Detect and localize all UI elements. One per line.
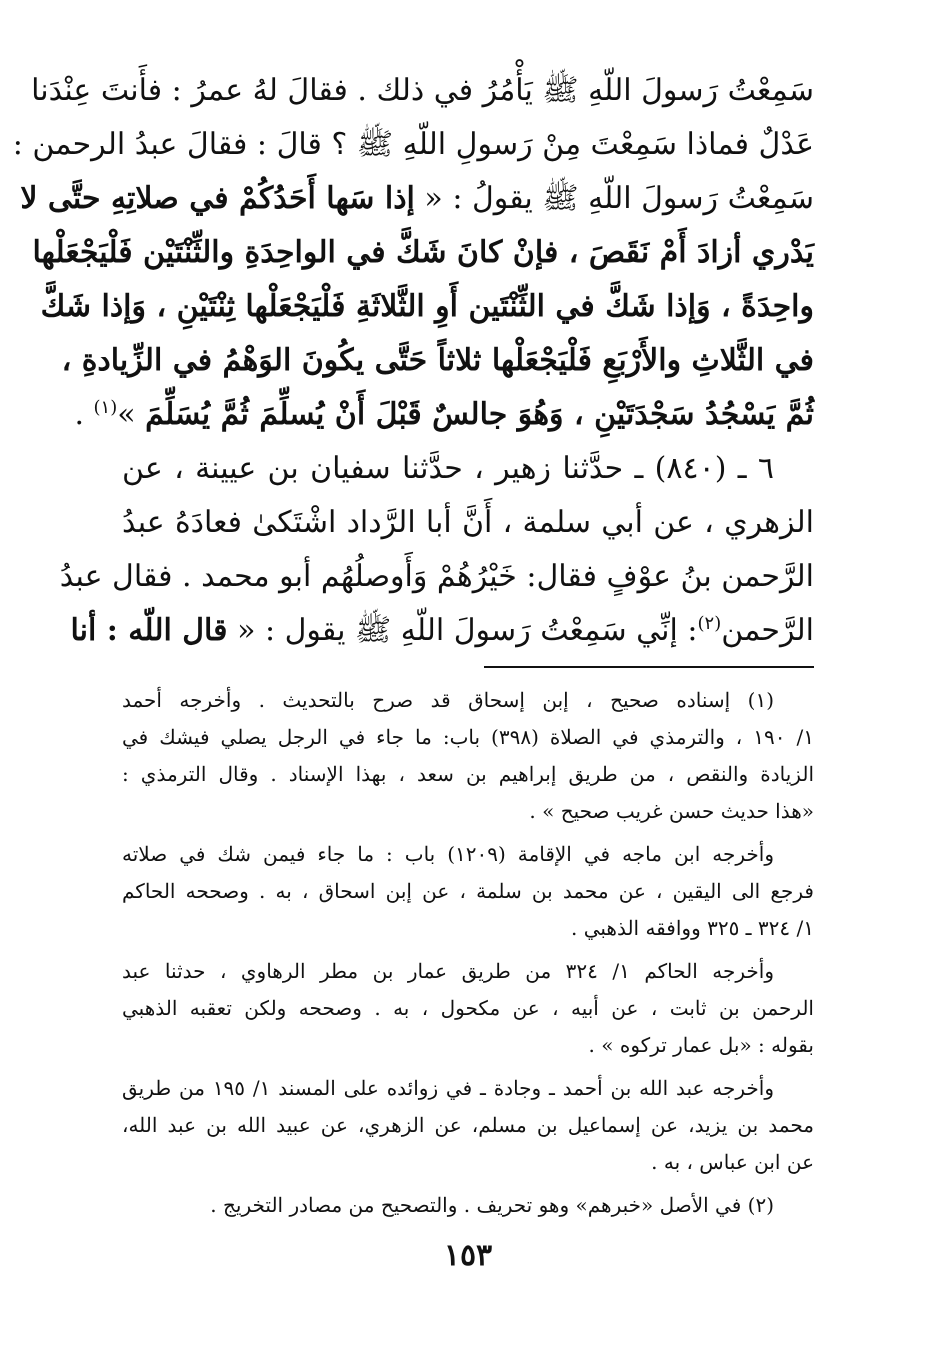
- footnote-1-line-2: ١/ ١٩٠ ، والترمذي في الصلاة (٣٩٨) باب: ما جاء في الرجل يصلي فيشك في: [122, 725, 814, 749]
- main-line-10: الرَّحمن بنُ عوْفٍ فقال: خَيْرُهُمْ وَأَوصلُهُم أبو محمد . فقال عبدُ: [59, 559, 814, 594]
- main-line-1: سَمِعْتُ رَسولَ اللّهِ ﷺ يَأْمُرُ في ذلك . فقالَ لهُ عمرُ : فأَنتَ عِنْدَنا: [31, 73, 814, 108]
- footnote-3-line-1: وأخرجه الحاكم ١/ ٣٢٤ من طريق عمار بن مطر الرهاوي ، حدثنا عبد: [122, 959, 774, 983]
- footnote-3-line-3: بقوله : «بل عمار تركوه » .: [588, 1033, 814, 1057]
- main-line-9: الزهري ، عن أبي سلمة ، أَنَّ أبا الرَّداد اشْتَكىٰ فعادَهُ عبدُ: [122, 505, 814, 540]
- footnote-1-line-4: «هذا حديث حسن غريب صحيح » .: [529, 799, 814, 823]
- page-number: ١٥٣: [443, 1238, 493, 1273]
- main-text: [12, 64, 814, 658]
- main-line-7: ثُمَّ يَسْجُدُ سَجْدَتَيْنِ ، وَهُوَ جالسٌ قَبْلَ أَنْ يُسلِّمَ ثُمَّ يُسَلِّمَ »$^{(١)}$ .: [74, 397, 814, 432]
- footnote-4-line-1: وأخرجه عبد الله بن أحمد ـ وجادة ـ في زوائده على المسند ١/ ١٩٥ من طريق: [122, 1076, 774, 1100]
- footnotes: [122, 682, 814, 1224]
- book-page: [12, 64, 814, 1304]
- main-line-6: في الثَّلاثِ والأَرْبَعِ فَلْيَجْعَلْها ثلاثاً حَتَّى يكُونَ الوَهْمُ في الزِّيادةِ ،: [61, 343, 814, 378]
- main-line-2: عَدْلٌ فماذا سَمِعْتَ مِنْ رَسولِ اللّهِ ﷺ ؟ قالَ : فقالَ عبدُ الرحمن :: [12, 127, 814, 162]
- footnote-3-line-2: الرحمن بن ثابت ، عن أبيه ، عن مكحول ، به . وصححه ولكن تعقبه الذهبي: [122, 996, 814, 1020]
- footnote-1-line-3: الزيادة والنقص ، من طريق إبراهيم بن سعد ، بهذا الإسناد . وقال الترمذي :: [122, 762, 814, 786]
- main-line-11: الرَّحمن$^{(٢)}$: إنِّي سَمِعْتُ رَسولَ اللّهِ ﷺ يقول : « قال اللّه : أنا: [70, 613, 814, 648]
- footnote-5-line-1: (٢) في الأصل «خبرهم» وهو تحريف . والتصحيح من مصادر التخريج .: [210, 1193, 774, 1217]
- main-line-5: واحِدَةً ، وَإذا شَكَّ في الثِّنْتَين أَوِ الثَّلاثَةِ فَلْيَجْعَلْها ثِنْتَيْنِ ، وَإذا شَكَّ: [40, 289, 814, 324]
- footnote-1-line-1: (١) إسناده صحيح ، إبن إسحاق قد صرح بالتحديث . وأخرجه أحمد: [122, 688, 774, 712]
- footnote-separator: [484, 666, 814, 668]
- footnote-4-line-2: محمد بن يزيد، عن إسماعيل بن مسلم، عن الزهري، عن عبيد الله بن عبد الله،: [122, 1113, 814, 1137]
- main-line-3: سَمِعْتُ رَسولَ اللّهِ ﷺ يقولُ : « إذا سَها أَحَدُكُمْ في صلاتِهِ حتَّى لا: [20, 181, 814, 216]
- footnote-2-line-3: ١/ ٣٢٤ ـ ٣٢٥ ووافقه الذهبي .: [570, 916, 814, 940]
- footnote-ref-2: (٢): [697, 613, 722, 634]
- footnote-2-line-2: فرجع الى اليقين ، عن محمد بن سلمة ، عن إبن اسحاق ، به . وصححه الحاكم: [122, 879, 814, 903]
- footnote-2-line-1: وأخرجه ابن ماجه في الإقامة (١٢٠٩) باب : ما جاء فيمن شك في صلاته: [122, 842, 774, 866]
- main-line-4: يَدْري أزادَ أَمْ نَقَصَ ، فإنْ كانَ شَكَّ في الواحِدَةِ والثِّنْتَيْن فَلْيَجْعَلْها: [32, 235, 814, 270]
- main-line-8: ٦ ـ (٨٤٠) ـ حدَّثنا زهير ، حدَّثنا سفيان بن عيينة ، عن: [122, 451, 775, 486]
- footnote-ref-1: (١): [93, 397, 118, 418]
- footnote-4-line-3: عن ابن عباس ، به .: [651, 1150, 814, 1174]
